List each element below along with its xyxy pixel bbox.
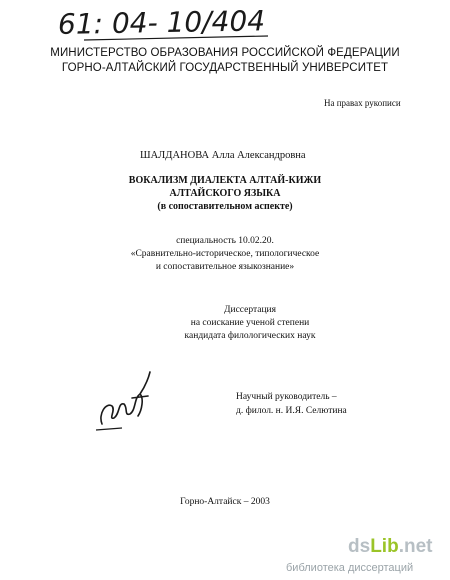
degree-line-2: на соискание ученой степени [190, 318, 310, 328]
specialty-code: специальность 10.02.20. [176, 236, 274, 246]
degree-block [150, 304, 350, 343]
specialty-name-line-2: и сопоставительное языкознание» [155, 262, 295, 272]
handwritten-signature [88, 358, 168, 438]
archive-number-text: 61: 04- 10/404 [57, 4, 266, 41]
specialty-name-line-1: «Сравнительно-историческое, типологическое [130, 249, 320, 259]
dissertation-title [0, 174, 450, 213]
title-line-2: АЛТАЙСКОГО ЯЗЫКА [169, 188, 281, 199]
logo-ds: ds [348, 536, 371, 557]
title-line-3: (в сопоставительном аспекте) [157, 201, 293, 212]
manuscript-rights-note: На правах рукописи [324, 98, 401, 108]
logo-lib: Lib [370, 536, 399, 557]
scientific-supervisor [236, 390, 347, 418]
city-year: Горно-Алтайск – 2003 [180, 497, 270, 507]
supervisor-name: д. филол. н. И.Я. Селютина [236, 406, 347, 416]
degree-line-1: Диссертация [224, 305, 276, 315]
ministry-line: МИНИСТЕРСТВО ОБРАЗОВАНИЯ РОССИЙСКОЙ ФЕДЕРАЦИИ [50, 47, 400, 59]
university-line: ГОРНО-АЛТАЙСКИЙ ГОСУДАРСТВЕННЫЙ УНИВЕРСИТЕТ [61, 62, 389, 74]
supervisor-label: Научный руководитель – [236, 392, 337, 402]
title-line-1: ВОКАЛИЗМ ДИАЛЕКТА АЛТАЙ-КИЖИ [128, 175, 322, 186]
dslib-watermark-logo [348, 536, 432, 558]
ministry-header [0, 46, 450, 76]
author-name: ШАЛДАНОВА Алла Александровна [140, 150, 306, 161]
specialty-block [0, 235, 450, 274]
logo-net: .net [398, 536, 433, 557]
degree-line-3: кандидата филологических наук [184, 331, 316, 341]
watermark-subtitle: библиотека диссертаций [286, 562, 414, 574]
handwritten-archive-number [44, 4, 294, 44]
